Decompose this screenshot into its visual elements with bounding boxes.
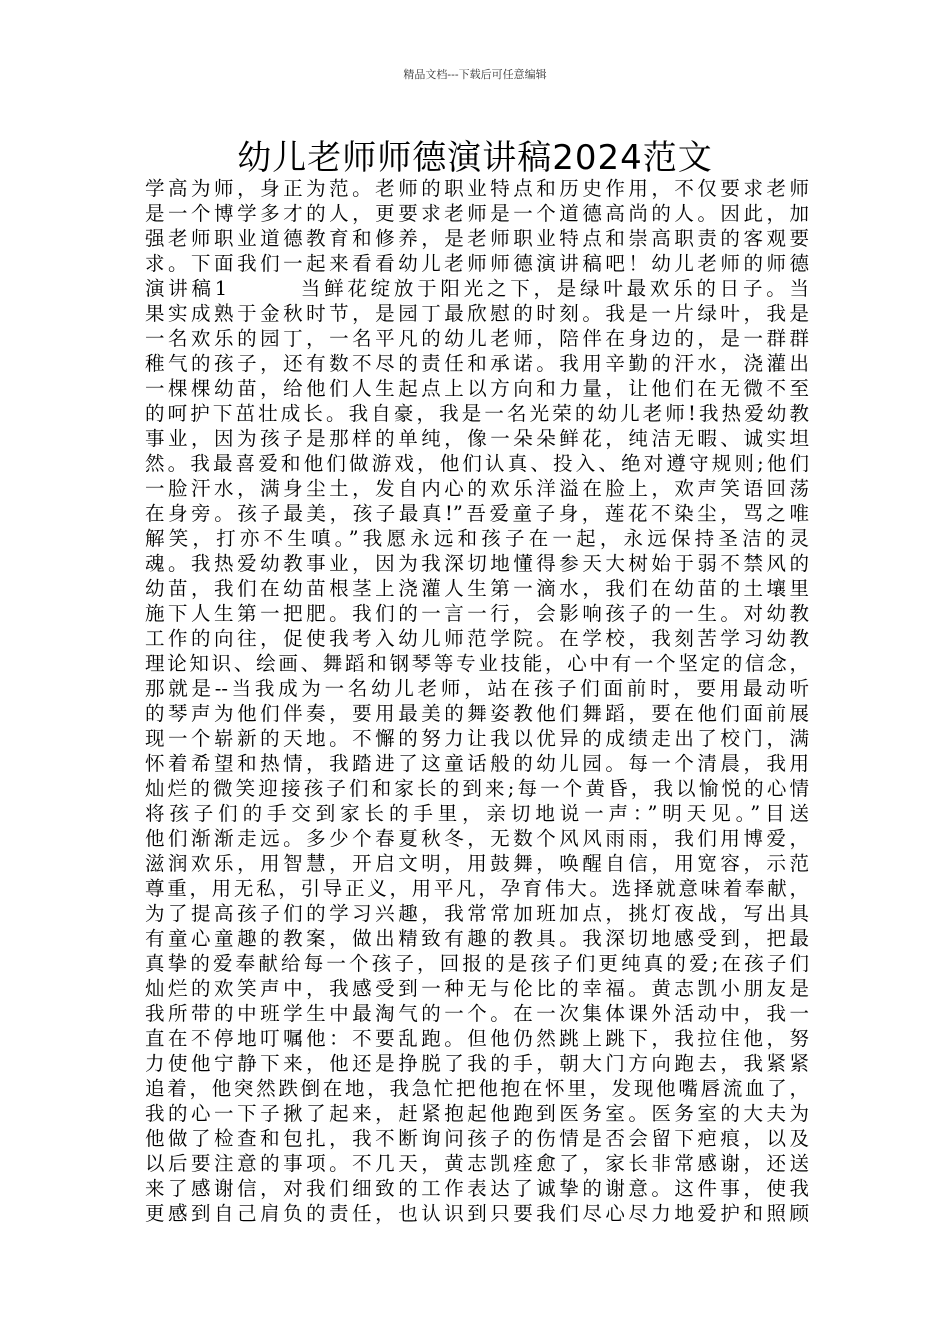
body-line: 果实成熟于金秋时节，是园丁最欣慰的时刻。我是一片绿叶，我是 xyxy=(145,302,809,325)
body-line: 幼苗，我们在幼苗根茎上浇灌人生第一滴水，我们在幼苗的土壤里 xyxy=(145,577,809,600)
body-line: 怀着希望和热情，我踏进了这童话般的幼儿园。每一个清晨，我用 xyxy=(145,752,809,775)
body-line: 那就是--当我成为一名幼儿老师，站在孩子们面前时，要用最动听 xyxy=(145,677,809,700)
body-line: 我的心一下子揪了起来，赶紧抱起他跑到医务室。医务室的大夫为 xyxy=(145,1102,809,1125)
body-line: 追着，他突然跌倒在地，我急忙把他抱在怀里，发现他嘴唇流血了， xyxy=(145,1077,809,1100)
body-line: 为了提高孩子们的学习兴趣，我常常加班加点，挑灯夜战，写出具 xyxy=(145,902,809,925)
document-body xyxy=(145,176,809,1226)
body-line: 的琴声为他们伴奏，要用最美的舞姿教他们舞蹈，要在他们面前展 xyxy=(145,702,809,725)
body-line: 一脸汗水，满身尘土，发自内心的欢乐洋溢在脸上，欢声笑语回荡 xyxy=(145,477,809,500)
body-line: 现一个崭新的天地。不懈的努力让我以优异的成绩走出了校门，满 xyxy=(145,727,809,750)
body-line: 有童心童趣的教案，做出精致有趣的教具。我深切地感受到，把最 xyxy=(145,927,809,950)
body-line: 解笑，打亦不生嗔。”我愿永远和孩子在一起，永远保持圣洁的灵 xyxy=(145,527,809,550)
body-line: 我所带的中班学生中最淘气的一个。在一次集体课外活动中，我一 xyxy=(145,1002,809,1025)
body-line: 一名欢乐的园丁，一名平凡的幼儿老师，陪伴在身边的，是一群群 xyxy=(145,327,809,350)
body-line: 将孩子们的手交到家长的手里，亲切地说一声：”明天见。”目送 xyxy=(145,802,809,825)
body-line: 力使他宁静下来，他还是挣脱了我的手，朝大门方向跑去，我紧紧 xyxy=(145,1052,809,1075)
body-line: 他们渐渐走远。多少个春夏秋冬，无数个风风雨雨，我们用博爱， xyxy=(145,827,809,850)
body-line: 在身旁。孩子最美，孩子最真!”吾爱童子身，莲花不染尘，骂之唯 xyxy=(145,502,809,525)
body-line: 他做了检查和包扎，我不断询问孩子的伤情是否会留下疤痕，以及 xyxy=(145,1127,809,1150)
body-line: 事业，因为孩子是那样的单纯，像一朵朵鲜花，纯洁无暇、诚实坦 xyxy=(145,427,809,450)
body-line: 真挚的爱奉献给每一个孩子，回报的是孩子们更纯真的爱;在孩子们 xyxy=(145,952,809,975)
body-line: 更感到自己肩负的责任，也认识到只要我们尽心尽力地爱护和照顾 xyxy=(145,1202,809,1225)
body-line: 滋润欢乐，用智慧，开启文明，用鼓舞，唤醒自信，用宽容，示范 xyxy=(145,852,809,875)
body-line: 理论知识、绘画、舞蹈和钢琴等专业技能，心中有一个坚定的信念， xyxy=(145,652,809,675)
body-line: 尊重，用无私，引导正义，用平凡，孕育伟大。选择就意味着奉献， xyxy=(145,877,809,900)
body-line: 学高为师，身正为范。老师的职业特点和历史作用，不仅要求老师 xyxy=(145,177,809,200)
body-line: 的呵护下茁壮成长。我自豪，我是一名光荣的幼儿老师!我热爱幼教 xyxy=(145,402,809,425)
body-line: 施下人生第一把肥。我们的一言一行，会影响孩子的一生。对幼教 xyxy=(145,602,809,625)
body-line: 然。我最喜爱和他们做游戏，他们认真、投入、绝对遵守规则;他们 xyxy=(145,452,809,475)
body-line: 以后要注意的事项。不几天，黄志凯痊愈了，家长非常感谢，还送 xyxy=(145,1152,809,1175)
header-note: 精品文档---下载后可任意编辑 xyxy=(403,68,547,81)
body-line: 稚气的孩子，还有数不尽的责任和承诺。我用辛勤的汗水，浇灌出 xyxy=(145,352,809,375)
body-line: 灿烂的微笑迎接孩子们和家长的到来;每一个黄昏，我以愉悦的心情 xyxy=(145,777,809,800)
body-line: 灿烂的欢笑声中，我感受到一种无与伦比的幸福。黄志凯小朋友是 xyxy=(145,977,809,1000)
document-title: 幼儿老师师德演讲稿2024范文 xyxy=(237,138,713,178)
body-line: 强老师职业道德教育和修养，是老师职业特点和崇高职责的客观要 xyxy=(145,227,809,250)
body-line: 工作的向往，促使我考入幼儿师范学院。在学校，我刻苦学习幼教 xyxy=(145,627,809,650)
body-line: 求。下面我们一起来看看幼儿老师师德演讲稿吧！幼儿老师的师德 xyxy=(145,252,809,275)
body-line: 直在不停地叮嘱他：不要乱跑。但他仍然跳上跳下，我拉住他，努 xyxy=(145,1027,809,1050)
body-line: 魂。我热爱幼教事业，因为我深切地懂得参天大树始于弱不禁风的 xyxy=(145,552,809,575)
body-line: 来了感谢信，对我们细致的工作表达了诚挚的谢意。这件事，使我 xyxy=(145,1177,809,1200)
body-line: 是一个博学多才的人，更要求老师是一个道德高尚的人。因此，加 xyxy=(145,202,809,225)
body-line: 演讲稿1 当鲜花绽放于阳光之下，是绿叶最欢乐的日子。当 xyxy=(145,277,809,300)
body-line: 一棵棵幼苗，给他们人生起点上以方向和力量，让他们在无微不至 xyxy=(145,377,809,400)
